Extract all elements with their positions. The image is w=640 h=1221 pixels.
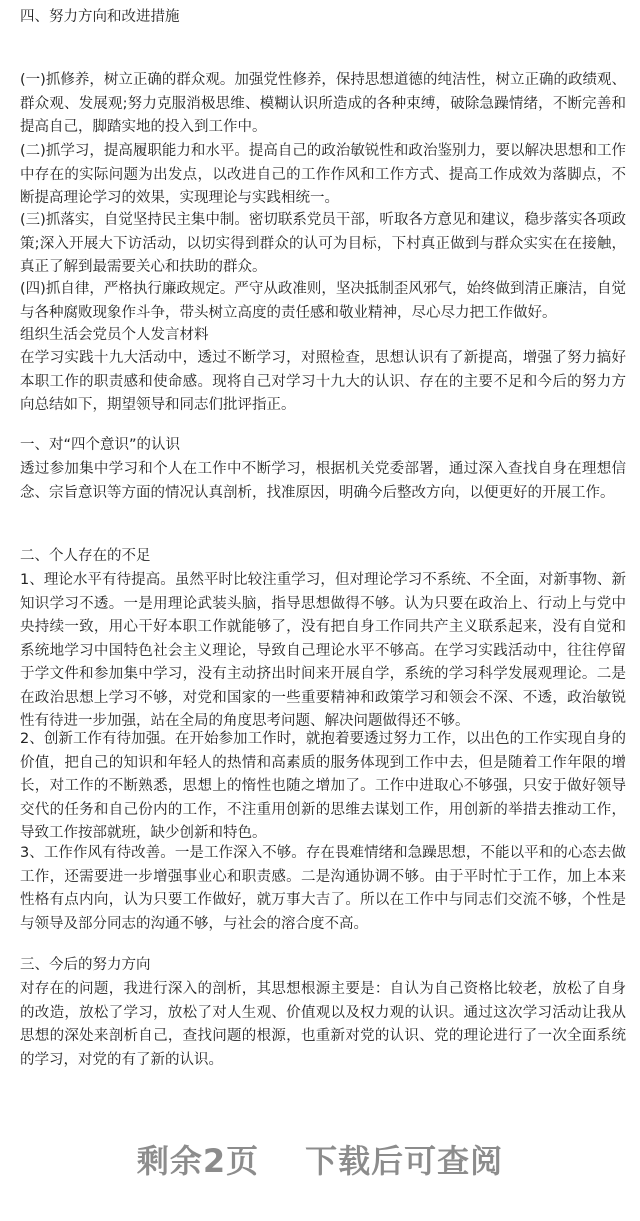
measure-3: (三)抓落实，自觉坚持民主集中制。密切联系党员干部，听取各方意见和建议，稳步落实各项政策;深入开展大下访活动，以切实得到群众的认可为目标，下村真正做到与群众实实在在接触，真正了解到最需要关心和扶助的群众。: [20, 212, 626, 275]
measure-2: (二)抓学习，提高履职能力和水平。提高自己的政治敏锐性和政治鉴别力，要以解决思想和工作中存在的实际问题为出发点，以改进自己的工作作风和工作方式、提高工作成效为落脚点，不断提高理论学习的效果，实现理论与实践相统一。: [20, 143, 626, 206]
part3-heading: 三、今后的努力方向: [20, 957, 151, 973]
part2-item-2: 2、创新工作有待加强。在开始参加工作时，就抱着要透过努力工作，以出色的工作实现自身的价值，把自己的知识和年轻人的热情和高素质的服务体现到工作中去，但是随着工作年限的增长，对工作的不断熟悉，思想上的惰性也随之增加了。工作中进取心不够强，只安于做好领导交代的任务和自己份内的工作，不注重用创新的思维去谋划工作，用创新的举措去推动工作，导致工作按部就班，缺少创新和特色。: [20, 731, 626, 841]
part1-text: 透过参加集中学习和个人在工作中不断学习，根据机关党委部署，通过深入查找自身在理想信念、宗旨意识等方面的情况认真剖析，找准原因，明确今后整改方向，以便更好的开展工作。: [20, 461, 626, 501]
remaining-pages-label: 剩余2页: [136, 1142, 260, 1180]
part1-heading: 一、对“四个意识”的认识: [20, 437, 181, 453]
download-prompt-label: 下载后可查阅: [305, 1142, 504, 1180]
part2-heading: 二、个人存在的不足: [20, 548, 151, 564]
measure-4: (四)抓自律，严格执行廉政规定。严守从政准则，坚决抵制歪风邪气，始终做到清正廉洁，自觉与各种腐败现象作斗争，带头树立高度的责任感和敬业精神，尽心尽力把工作做好。: [20, 281, 626, 321]
intro-paragraph: 在学习实践十九大活动中，透过不断学习，对照检查，思想认识有了新提高，增强了努力搞好本职工作的职责感和使命感。现将自己对学习十九大的认识、存在的主要不足和今后的努力方向总结如下，期望领导和同志们批评指正。: [20, 350, 626, 413]
download-banner[interactable]: [0, 1132, 640, 1186]
part3-text: 对存在的问题，我进行深入的剖析，其思想根源主要是：自认为自己资格比较老，放松了自身的改造，放松了学习，放松了对人生观、价值观以及权力观的认识。通过这次学习活动让我从思想的深处来剖析自己，查找问题的根源，也重新对党的认识、党的理论进行了一次全面系统的学习，对党的有了新的认识。: [20, 981, 626, 1068]
part2-item-3: 3、工作作风有待改善。一是工作深入不够。存在畏难情绪和急躁思想，不能以平和的心态去做工作，还需要进一步增强事业心和职责感。二是沟通协调不够。由于平时忙于工作，加上本来性格有点内向，认为只要工作做好，就万事大吉了。所以在工作中与同志们交流不够，个性是与领导及部分同志的沟通不够，与社会的溶合度不高。: [20, 845, 626, 932]
part2-item-1: 1、理论水平有待提高。虽然平时比较注重学习，但对理论学习不系统、不全面，对新事物、新知识学习不透。一是用理论武装头脑，指导思想做得不够。认为只要在政治上、行动上与党中央持续一致，用心干好本职工作就能够了，没有把自身工作同共产主义联系起来，没有自觉和系统地学习中国特色社会主义理论，导致自己理论水平不够高。在学习实践活动中，往往停留于学文件和参加集中学习，没有主动挤出时间来开展自学，系统的学习科学发展观理论。二是在政治思想上学习不够，对党和国家的一些重要精神和政策学习和领会不深、不透，政治敏锐性有待进一步加强，站在全局的角度思考问题、解决问题做得还不够。: [20, 572, 626, 729]
section4-heading: 四、努力方向和改进措施: [20, 9, 180, 25]
measure-1: (一)抓修养，树立正确的群众观。加强党性修养，保持思想道德的纯洁性，树立正确的政绩观、群众观、发展观;努力克服消极思维、模糊认识所造成的各种束缚，破除急躁情绪，不断完善和提高自己，脚踏实地的投入到工作中。: [20, 72, 626, 135]
bottom-spacer: [0, 1189, 640, 1221]
doc-title: 组织生活会党员个人发言材料: [20, 327, 209, 343]
